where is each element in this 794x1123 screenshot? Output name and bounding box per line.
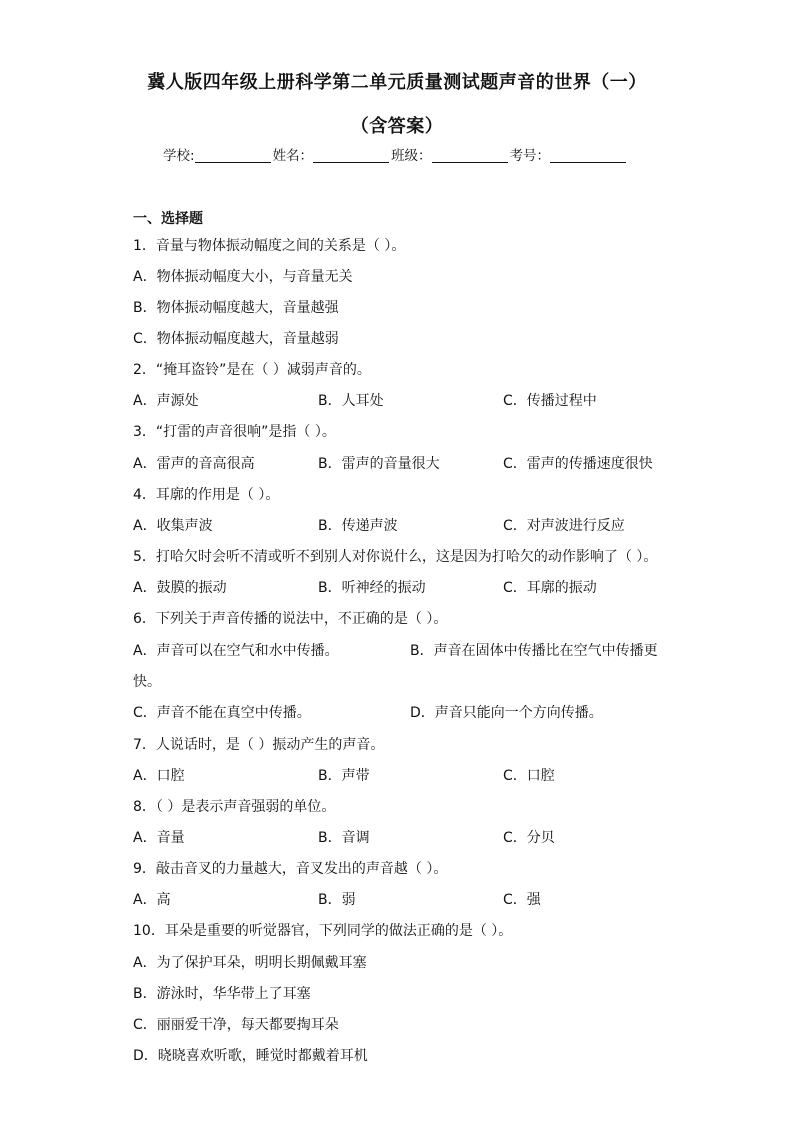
q5-option-a: A．鼓膜的振动 — [133, 580, 227, 596]
question-6: 6．下列关于声音传播的说法中，不正确的是（ ）。 — [133, 611, 448, 627]
q4-option-a: A．收集声波 — [133, 518, 213, 534]
q5-option-b: B．听神经的振动 — [318, 580, 426, 596]
question-7: 7．人说话时，是（ ）振动产生的声音。 — [133, 737, 385, 753]
q2-option-b: B．人耳处 — [318, 393, 384, 409]
number-blank[interactable] — [550, 148, 626, 163]
q4-option-c: C．对声波进行反应 — [503, 518, 625, 534]
q1-option-a: A．物体振动幅度大小，与音量无关 — [133, 269, 353, 285]
q8-option-b: B．音调 — [318, 830, 370, 846]
q9-option-c: C．强 — [503, 892, 541, 908]
q7-option-a: A．口腔 — [133, 768, 185, 784]
q2-option-a: A．声源处 — [133, 393, 199, 409]
exam-title: 冀人版四年级上册科学第二单元质量测试题声音的世界（一） — [147, 72, 647, 93]
q6-option-c: C．声音不能在真空中传播。 — [133, 705, 311, 721]
question-5: 5．打哈欠时会听不清或听不到别人对你说什么，这是因为打哈欠的动作影响了（ ）。 — [133, 549, 658, 565]
question-4: 4．耳廓的作用是（ ）。 — [133, 487, 280, 503]
q10-option-d: D．晓晓喜欢听歌，睡觉时都戴着耳机 — [133, 1048, 368, 1064]
exam-subtitle: （含答案） — [350, 116, 444, 137]
q1-option-b: B．物体振动幅度越大，音量越强 — [133, 300, 339, 316]
q6-option-a: A．声音可以在空气和水中传播。 — [133, 643, 339, 659]
q2-option-c: C．传播过程中 — [503, 393, 597, 409]
school-label: 学校: — [163, 148, 195, 164]
q8-option-c: C．分贝 — [503, 830, 555, 846]
q9-option-b: B．弱 — [318, 892, 356, 908]
q8-option-a: A．音量 — [133, 830, 185, 846]
q3-option-a: A．雷声的音高很高 — [133, 456, 255, 472]
q10-option-a: A．为了保护耳朵，明明长期佩戴耳塞 — [133, 955, 367, 971]
q1-option-c: C．物体振动幅度越大，音量越弱 — [133, 331, 339, 347]
q10-option-b: B．游泳时，华华带上了耳塞 — [133, 986, 311, 1002]
q9-option-a: A．高 — [133, 892, 171, 908]
question-10: 10．耳朵是重要的听觉器官，下列同学的做法正确的是（ ）。 — [133, 923, 513, 939]
student-info-row — [163, 144, 628, 164]
name-label: 姓名： — [272, 148, 314, 164]
q3-option-b: B．雷声的音量很大 — [318, 456, 440, 472]
question-3: 3．“打雷的声音很响”是指（ ）。 — [133, 424, 336, 440]
school-blank[interactable] — [195, 148, 271, 163]
number-label: 考号： — [509, 148, 551, 164]
q3-option-c: C．雷声的传播速度很快 — [503, 456, 653, 472]
q4-option-b: B．传递声波 — [318, 518, 398, 534]
question-8: 8．（ ）是表示声音强弱的单位。 — [133, 799, 336, 815]
q6-option-d: D．声音只能向一个方向传播。 — [410, 705, 603, 721]
class-label: 班级： — [391, 148, 432, 164]
q7-option-c: C．口腔 — [503, 768, 555, 784]
q6-option-b-cont: 快。 — [133, 674, 161, 690]
q7-option-b: B．声带 — [318, 768, 370, 784]
q6-option-b: B．声音在固体中传播比在空气中传播更 — [410, 643, 658, 659]
name-blank[interactable] — [313, 148, 389, 163]
class-blank[interactable] — [432, 148, 508, 163]
question-1: 1．音量与物体振动幅度之间的关系是（ ）。 — [133, 238, 406, 254]
question-9: 9．敲击音叉的力量越大，音叉发出的声音越（ ）。 — [133, 861, 448, 877]
section-title: 一、选择题 — [133, 211, 203, 227]
q5-option-c: C．耳廓的振动 — [503, 580, 597, 596]
question-2: 2．“掩耳盗铃”是在（ ）减弱声音的。 — [133, 362, 371, 378]
q10-option-c: C．丽丽爱干净，每天都要掏耳朵 — [133, 1017, 339, 1033]
